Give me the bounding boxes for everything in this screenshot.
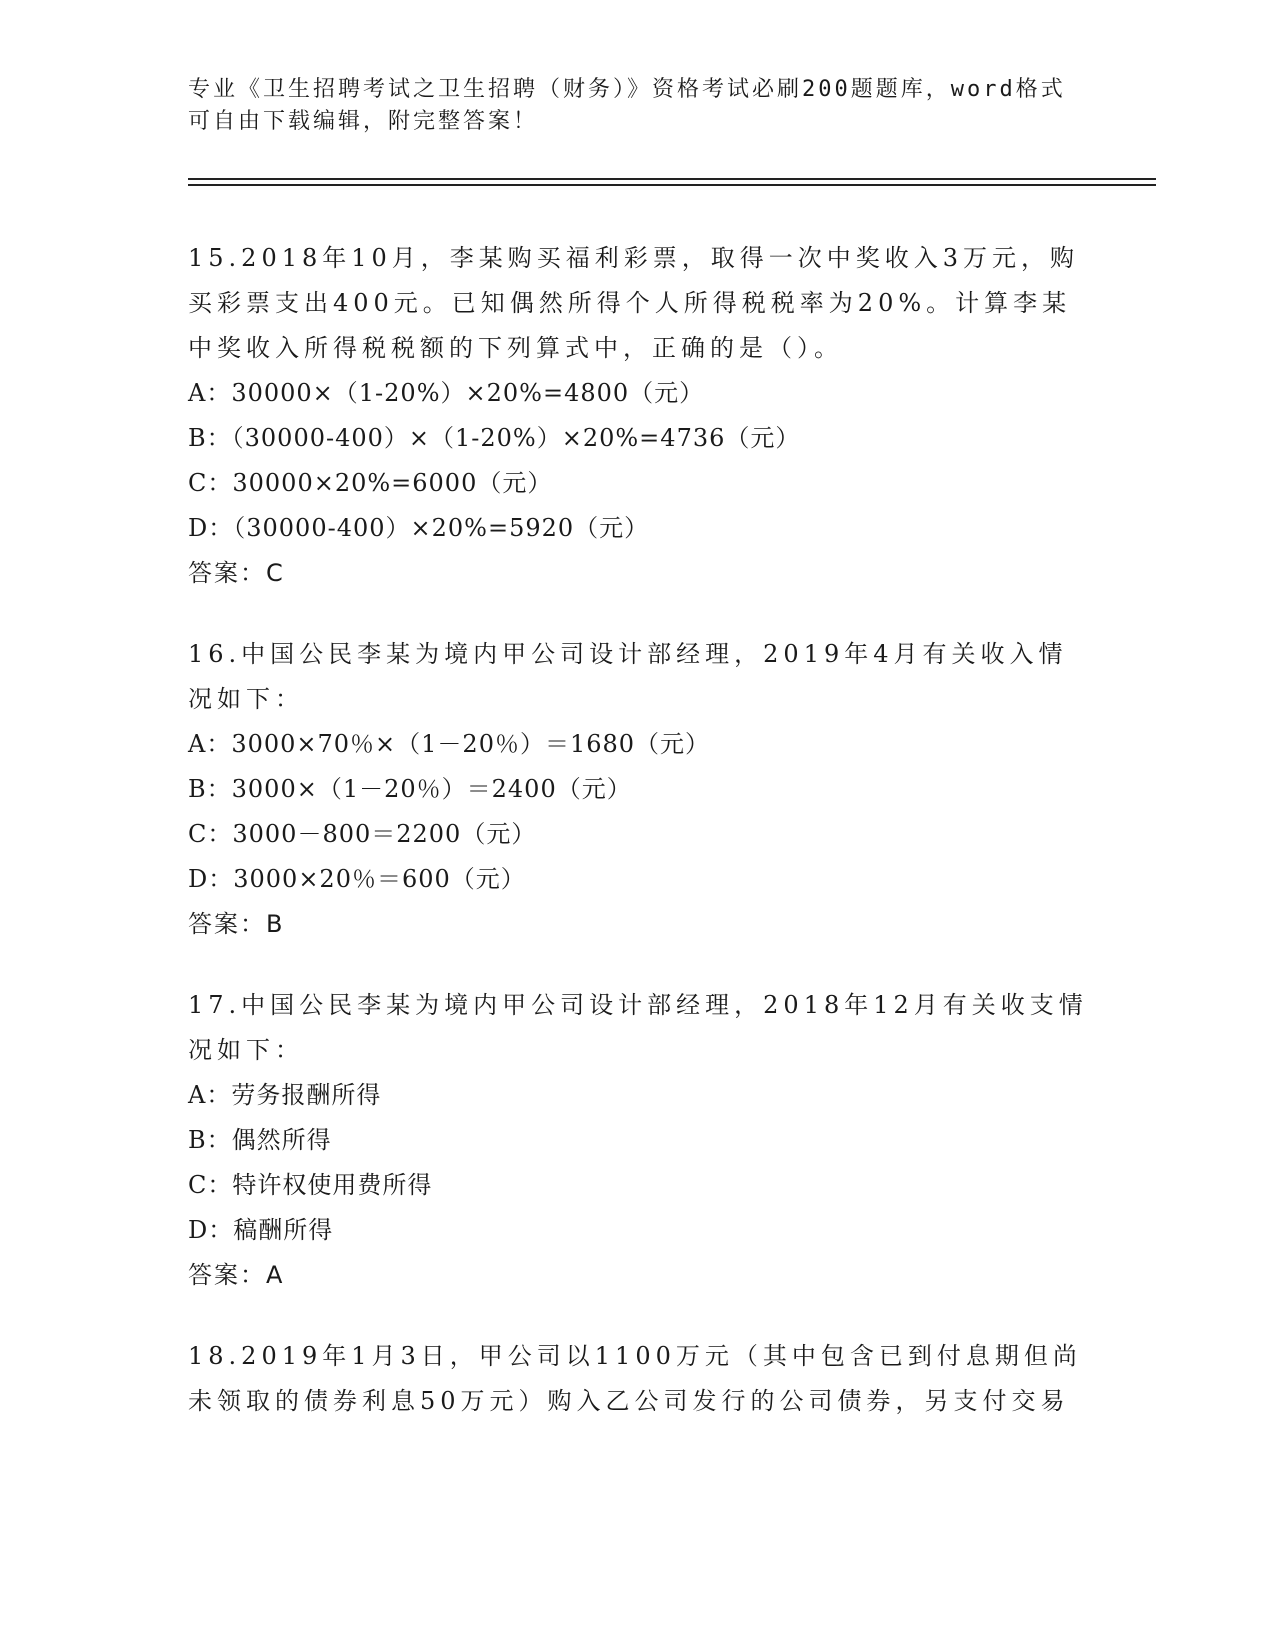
question-stem: 15.2018年10月，李某购买福利彩票，取得一次中奖收入3万元，购买彩票支出400元。已知偶然所得个人所得税税率为20%。计算李某中奖收入所得税税额的下列算式中，正确的是（）。 — [188, 244, 1080, 362]
option-c: C：特许权使用费所得 — [188, 1171, 433, 1199]
answer-key: 答案：A — [188, 1261, 285, 1289]
option-b: B：3000×（1－20％）＝2400（元） — [188, 775, 632, 803]
option-a: A：劳务报酬所得 — [188, 1081, 382, 1109]
option-c: C：3000－800＝2200（元） — [188, 820, 537, 848]
option-b: B：偶然所得 — [188, 1126, 332, 1154]
question-list — [188, 236, 1088, 1460]
header-line-1: 专业《卫生招聘考试之卫生招聘（财务）》资格考试必刷200题题库，word格式 — [188, 77, 1066, 102]
option-d: D：稿酬所得 — [188, 1216, 334, 1244]
question-stem: 17.中国公民李某为境内甲公司设计部经理，2018年12月有关收支情况如下： — [188, 991, 1088, 1064]
question-16 — [188, 632, 1088, 947]
document-header — [188, 74, 1068, 138]
header-divider-top — [188, 178, 1156, 180]
question-stem: 18.2019年1月3日，甲公司以1100万元（其中包含已到付息期但尚未领取的债券利息50万元）购入乙公司发行的公司债券，另支付交易 — [188, 1342, 1082, 1415]
option-d: D：3000×20％＝600（元） — [188, 865, 526, 893]
option-a: A：30000×（1-20%）×20%=4800（元） — [188, 379, 705, 407]
question-stem: 16.中国公民李某为境内甲公司设计部经理，2019年4月有关收入情况如下： — [188, 640, 1068, 713]
answer-key: 答案：C — [188, 559, 285, 587]
question-18 — [188, 1334, 1088, 1424]
option-d: D：（30000-400）×20%=5920（元） — [188, 514, 650, 542]
question-15 — [188, 236, 1088, 596]
question-17 — [188, 983, 1088, 1298]
option-b: B：（30000-400）×（1-20%）×20%=4736（元） — [188, 424, 801, 452]
option-a: A：3000×70％×（1－20％）＝1680（元） — [188, 730, 711, 758]
option-c: C：30000×20%=6000（元） — [188, 469, 553, 497]
header-divider-bottom — [188, 184, 1156, 186]
header-line-2: 可自由下载编辑，附完整答案！ — [188, 109, 539, 134]
answer-key: 答案：B — [188, 910, 285, 938]
